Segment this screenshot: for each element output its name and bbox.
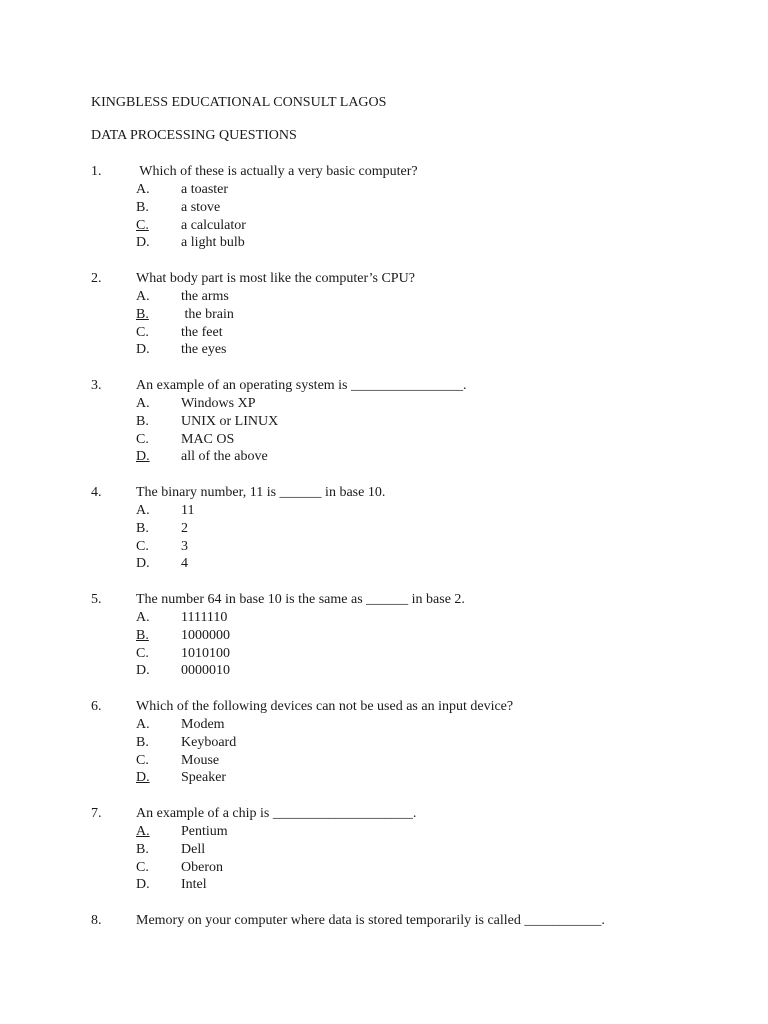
option-text: MAC OS [181, 431, 235, 447]
option-text: the feet [181, 324, 223, 340]
question-number: 7. [91, 806, 102, 821]
option-text: Pentium [181, 824, 228, 839]
document-title: KINGBLESS EDUCATIONAL CONSULT LAGOS [91, 95, 387, 110]
option-letter: B. [136, 841, 149, 857]
option-letter: A. [136, 289, 150, 304]
option-text: 0000010 [181, 663, 230, 679]
question-number: 3. [91, 378, 102, 393]
option-text: UNIX or LINUX [181, 413, 279, 429]
option-text: Dell [181, 841, 206, 857]
question-number: 5. [91, 592, 102, 607]
option-text: the brain [181, 306, 234, 322]
option-letter: D. [136, 770, 150, 786]
option-text: Speaker [181, 770, 227, 786]
answer-option [0, 609, 768, 627]
option-letter: A. [136, 610, 150, 625]
option-text: the arms [181, 289, 229, 304]
answer-option [0, 199, 768, 217]
answer-option [0, 538, 768, 556]
answer-option [0, 413, 768, 431]
answer-option [0, 448, 768, 466]
question-text: An example of a chip is ____________________. [136, 806, 417, 821]
answer-option [0, 395, 768, 413]
answer-option [0, 181, 768, 199]
question-number: 4. [91, 485, 102, 500]
answer-option [0, 234, 768, 252]
option-letter: D. [136, 556, 150, 572]
option-letter: D. [136, 235, 150, 251]
document-subtitle: DATA PROCESSING QUESTIONS [91, 128, 297, 143]
answer-option [0, 502, 768, 520]
answer-option [0, 841, 768, 859]
answer-option [0, 341, 768, 359]
option-letter: A. [136, 717, 150, 732]
option-text: 3 [181, 538, 188, 554]
option-text: all of the above [181, 449, 268, 465]
option-text: Oberon [181, 859, 223, 875]
option-letter: A. [136, 396, 150, 411]
option-letter: B. [136, 520, 149, 536]
option-text: a toaster [181, 182, 229, 197]
question-text: The number 64 in base 10 is the same as ______ in base 2. [136, 592, 465, 607]
answer-option [0, 520, 768, 538]
option-text: a stove [181, 199, 221, 215]
answer-option [0, 288, 768, 306]
option-text: a light bulb [181, 235, 245, 251]
option-text: 4 [181, 556, 188, 572]
answer-option [0, 876, 768, 894]
answer-option [0, 306, 768, 324]
option-letter: D. [136, 663, 150, 679]
option-letter: B. [136, 199, 149, 215]
answer-option [0, 716, 768, 734]
answer-option [0, 734, 768, 752]
option-letter: A. [136, 503, 150, 518]
answer-option [0, 645, 768, 663]
option-letter: A. [136, 824, 150, 839]
question-text: Which of these is actually a very basic computer? [136, 164, 418, 179]
option-text: a calculator [181, 217, 246, 233]
question-number: 6. [91, 699, 102, 714]
option-letter: D. [136, 342, 150, 358]
option-letter: C. [136, 538, 149, 554]
question-number: 8. [91, 913, 102, 928]
option-text: Modem [181, 717, 225, 732]
answer-option [0, 555, 768, 573]
answer-option [0, 431, 768, 449]
option-letter: B. [136, 306, 149, 322]
option-text: Keyboard [181, 734, 237, 750]
option-letter: C. [136, 431, 149, 447]
question-text: Memory on your computer where data is stored temporarily is called ___________. [136, 913, 605, 928]
option-letter: B. [136, 734, 149, 750]
option-letter: A. [136, 182, 150, 197]
option-letter: C. [136, 752, 149, 768]
question-text: Which of the following devices can not be used as an input device? [136, 699, 514, 714]
question-text: An example of an operating system is ________________. [136, 378, 467, 393]
answer-option [0, 662, 768, 680]
question-number: 2. [91, 271, 102, 286]
option-text: 11 [181, 503, 195, 518]
option-letter: C. [136, 859, 149, 875]
question-number: 1. [91, 164, 102, 179]
option-text: 1010100 [181, 645, 230, 661]
option-text: 1111110 [181, 610, 228, 625]
answer-option [0, 752, 768, 770]
option-letter: B. [136, 627, 149, 643]
option-letter: B. [136, 413, 149, 429]
question-text: What body part is most like the computer’s CPU? [136, 271, 415, 286]
question-text: The binary number, 11 is ______ in base 10. [136, 485, 386, 500]
answer-option [0, 324, 768, 342]
answer-option [0, 859, 768, 877]
option-letter: D. [136, 877, 150, 893]
option-text: the eyes [181, 342, 227, 358]
option-text: Mouse [181, 752, 220, 768]
option-text: Intel [181, 877, 207, 893]
option-letter: D. [136, 449, 150, 465]
answer-option [0, 823, 768, 841]
option-text: 1000000 [181, 627, 230, 643]
option-text: Windows XP [181, 396, 256, 411]
option-letter: C. [136, 324, 149, 340]
option-text: 2 [181, 520, 188, 536]
answer-option [0, 627, 768, 645]
answer-option [0, 217, 768, 235]
option-letter: C. [136, 217, 149, 233]
option-letter: C. [136, 645, 149, 661]
answer-option [0, 769, 768, 787]
